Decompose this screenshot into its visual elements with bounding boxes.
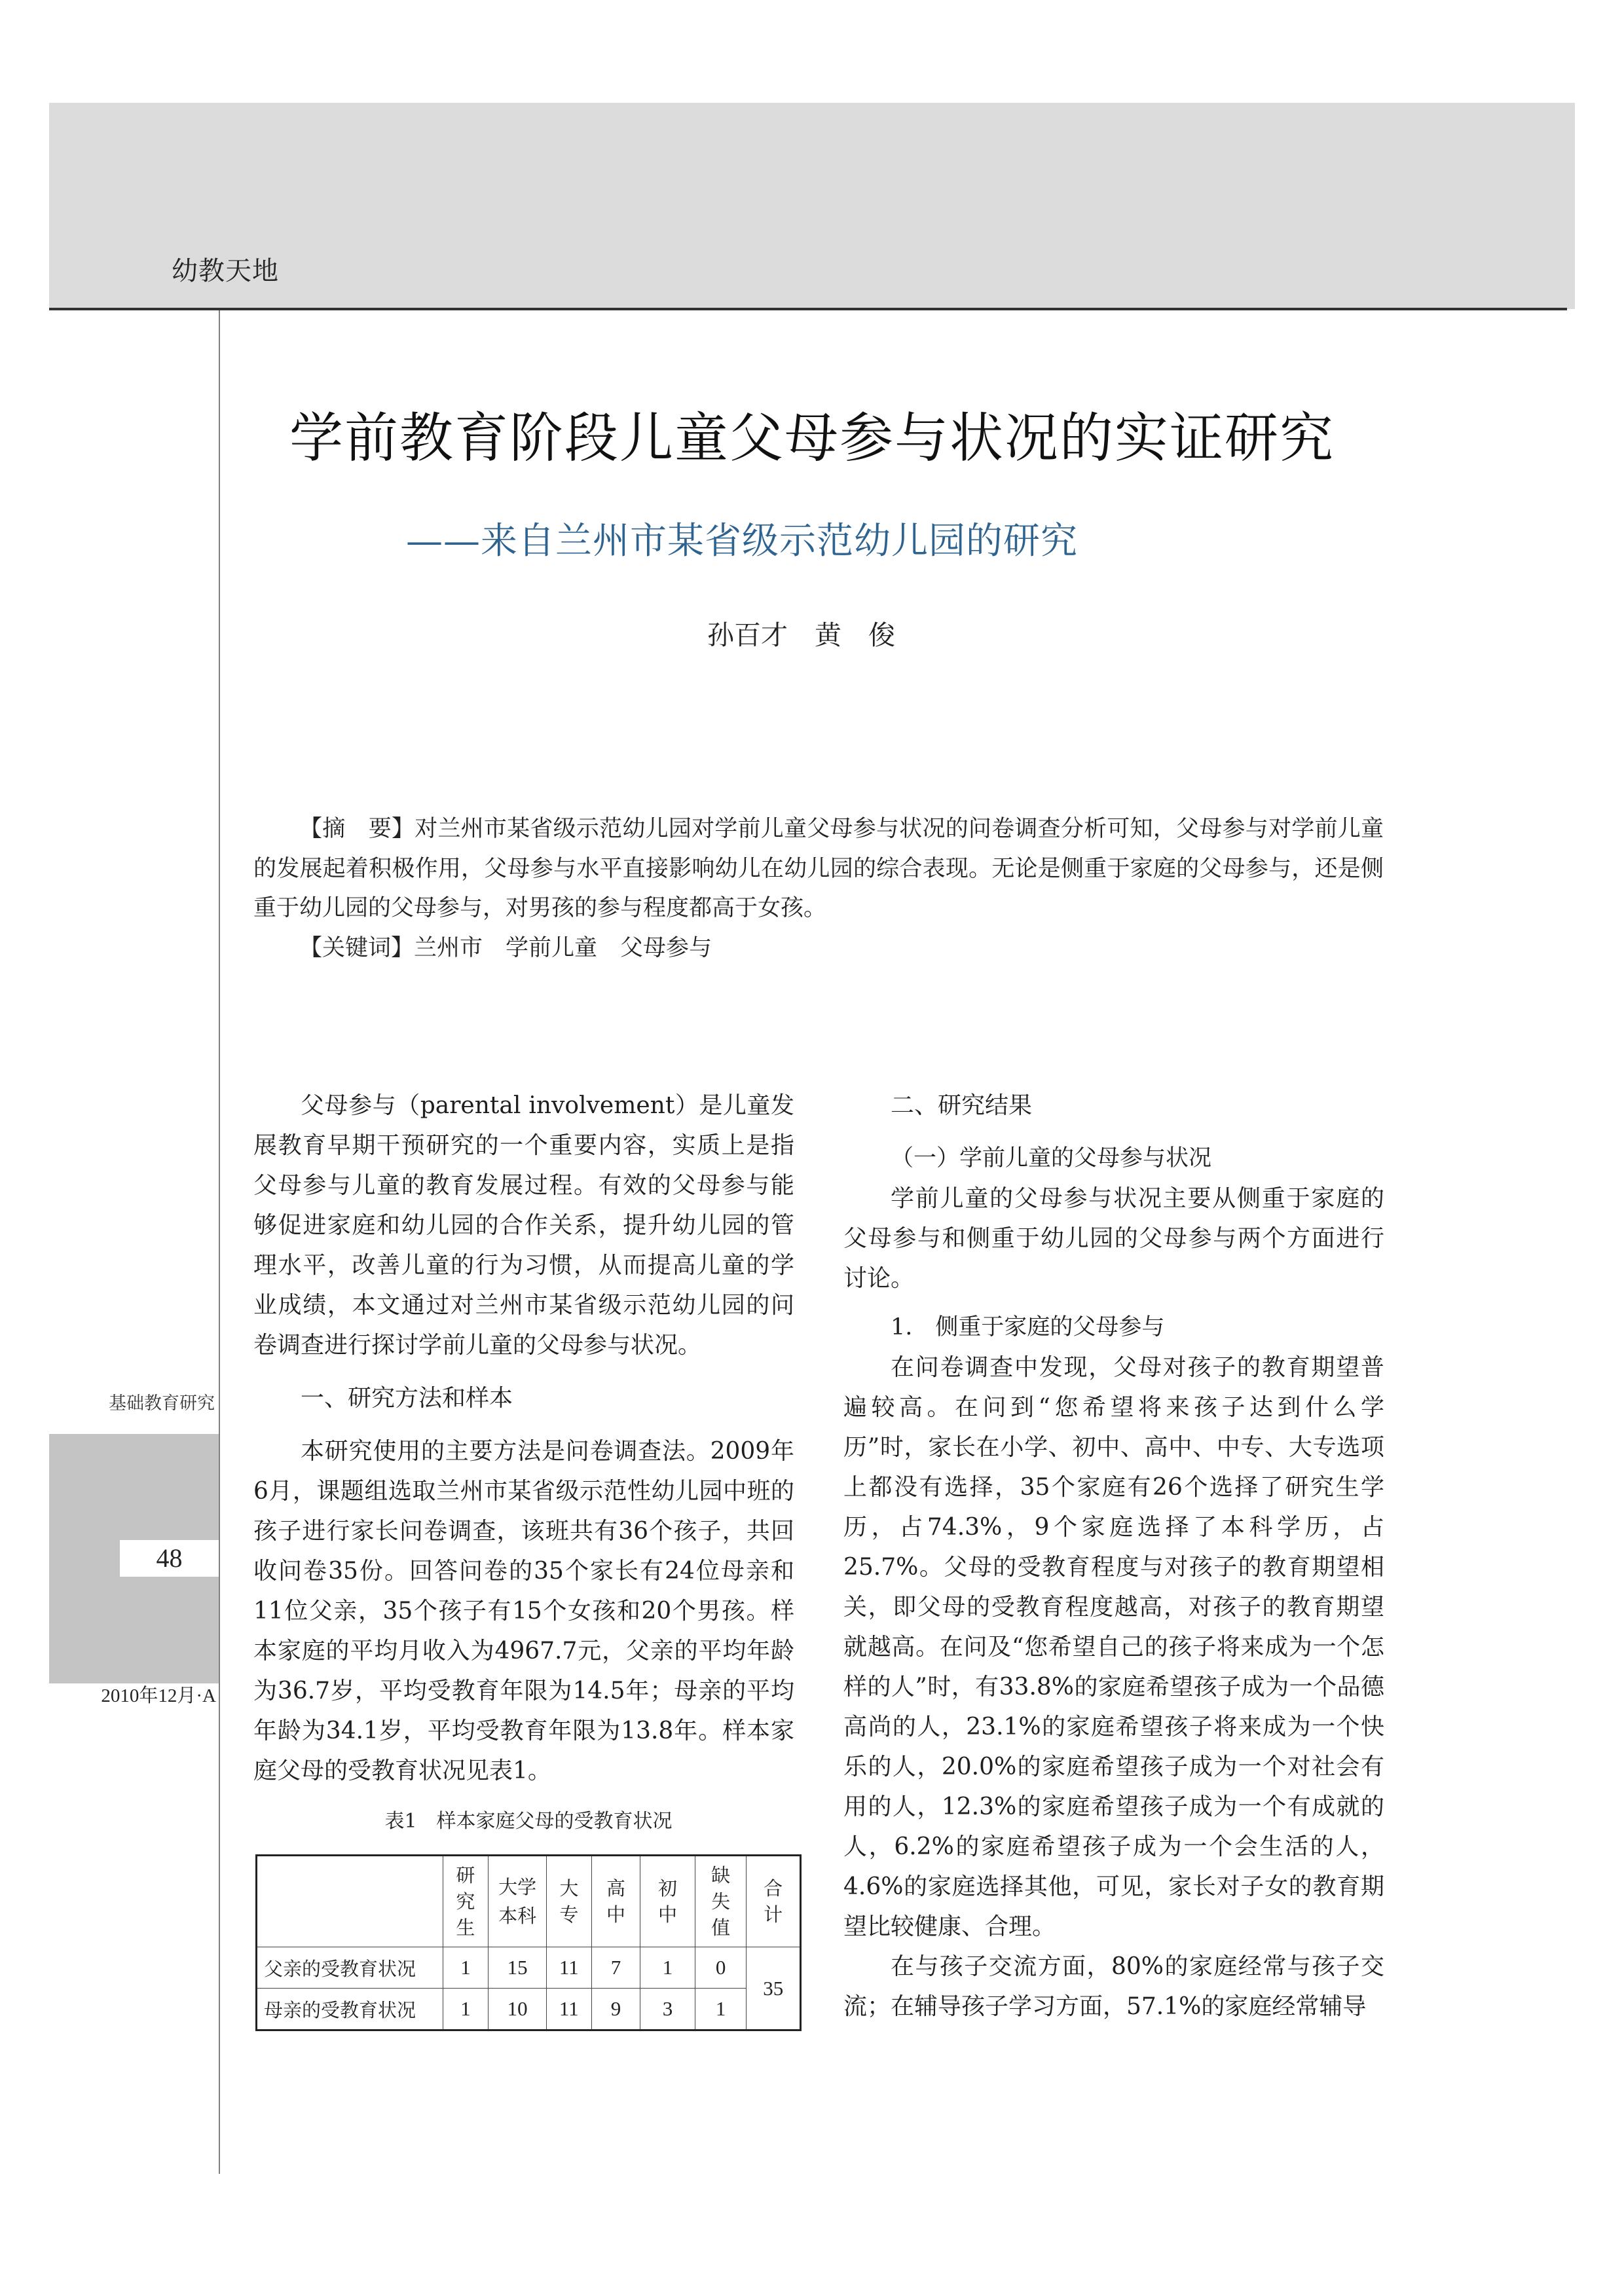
subsection-heading: （一）学前儿童的父母参与状况 [891, 1145, 1212, 1171]
table-cell: 10 [489, 1989, 547, 2030]
column-header: 缺失值 [695, 1856, 747, 1947]
intro-paragraph: 父母参与（parental involvement）是儿童发展教育早期干预研究的一个重要内容，实质上是指父母参与儿童的教育发展过程。有效的父母参与能够促进家庭和幼儿园的合作关系，提升幼儿园的管理水平，改善儿童的行为习惯，从而提高儿童的学业成绩，本文通过对兰州市某省级示范幼儿园的问卷调查进行探讨学前儿童的父母参与状况。 [253, 1092, 794, 1359]
table-cell: 0 [695, 1947, 747, 1989]
page-number: 48 [156, 1543, 183, 1573]
abstract [253, 809, 1384, 928]
table-corner-cell [257, 1856, 443, 1947]
running-head: 幼教天地 [172, 256, 279, 286]
table-cell: 1 [443, 1989, 489, 2030]
abstract-label: 【摘 要】 [299, 816, 415, 842]
table-cell: 11 [547, 1947, 592, 1989]
article-title: 学前教育阶段儿童父母参与状况的实证研究 [289, 407, 1335, 469]
journal-name: 基础教育研究 [109, 1393, 215, 1414]
table-row [257, 1989, 801, 2030]
gutter-divider [219, 310, 220, 2174]
body-column-left [253, 1086, 794, 1791]
column-header: 初中 [640, 1856, 695, 1947]
keywords-text: 兰州市 学前儿童 父母参与 [414, 935, 712, 961]
issue-date: 2010年12月·A [101, 1685, 216, 1706]
item-heading: 1. 侧重于家庭的父母参与 [891, 1314, 1165, 1340]
body-column-right [843, 1086, 1384, 2027]
section-heading-methods: 一、研究方法和样本 [301, 1385, 513, 1412]
keywords [253, 928, 1384, 968]
table-cell: 7 [591, 1947, 640, 1989]
table-caption: 表1 样本家庭父母的受教育状况 [384, 1810, 673, 1833]
row-label: 父亲的受教育状况 [257, 1947, 443, 1989]
methods-paragraph: 本研究使用的主要方法是问卷调查法。2009年6月，课题组选取兰州市某省级示范性幼儿园中班的孩子进行家长问卷调查，该班共有36个孩子，共回收问卷35份。回答问卷的35个家长有24位母亲和11位父亲，35个孩子有15个女孩和20个男孩。样本家庭的平均月收入为4967.7元，父亲的平均年龄为36.7岁，平均受教育年限为14.5年；母亲的平均年龄为34.1岁，平均受教育年限为13.8年。样本家庭父母的受教育状况见表1。 [253, 1438, 794, 1784]
abstract-text: 对兰州市某省级示范幼儿园对学前儿童父母参与状况的问卷调查分析可知，父母参与对学前儿童的发展起着积极作用，父母参与水平直接影响幼儿在幼儿园的综合表现。无论是侧重于家庭的父母参与，还是侧重于幼儿园的父母参与，对男孩的参与程度都高于女孩。 [253, 816, 1384, 921]
table-cell: 9 [591, 1989, 640, 2030]
article-authors: 孙百才 黄 俊 [707, 619, 895, 651]
subsection-paragraph: 学前儿童的父母参与状况主要从侧重于家庭的父母参与和侧重于幼儿园的父母参与两个方面进行讨论。 [843, 1185, 1384, 1292]
section-heading-results: 二、研究结果 [891, 1092, 1033, 1119]
column-header: 研究生 [443, 1856, 489, 1947]
row-label: 母亲的受教育状况 [257, 1989, 443, 2030]
article-subtitle: ——来自兰州市某省级示范幼儿园的研究 [406, 520, 1078, 562]
table-total-cell: 35 [747, 1947, 801, 2030]
table-cell: 1 [695, 1989, 747, 2030]
column-header: 大专 [547, 1856, 592, 1947]
results-paragraph: 在问卷调查中发现，父母对孩子的教育期望普遍较高。在问到“您希望将来孩子达到什么学历”时，家长在小学、初中、高中、中专、大专选项上都没有选择，35个家庭有26个选择了研究生学历，占74.3%，9个家庭选择了本科学历，占25.7%。父母的受教育程度与对孩子的教育期望相关，即父母的受教育程度越高，对孩子的教育期望就越高。在问及“您希望自己的孩子将来成为一个怎样的人”时，有33.8%的家庭希望孩子成为一个品德高尚的人，23.1%的家庭希望孩子将来成为一个快乐的人，20.0%的家庭希望孩子成为一个对社会有用的人，12.3%的家庭希望孩子成为一个有成就的人，6.2%的家庭希望孩子成为一个会生活的人，4.6%的家庭选择其他，可见，家长对子女的教育期望比较健康、合理。 [843, 1354, 1384, 1940]
table-cell: 11 [547, 1989, 592, 2030]
table-cell: 1 [640, 1947, 695, 1989]
column-header: 大学本科 [489, 1856, 547, 1947]
column-header: 合计 [747, 1856, 801, 1947]
keywords-label: 【关键词】 [299, 935, 415, 961]
table-cell: 3 [640, 1989, 695, 2030]
column-header: 高中 [591, 1856, 640, 1947]
page-number-box [120, 1540, 219, 1577]
table-cell: 15 [489, 1947, 547, 1989]
results-paragraph-continued: 在与孩子交流方面，80%的家庭经常与孩子交流；在辅导孩子学习方面，57.1%的家庭经常辅导 [843, 1953, 1384, 2020]
table-cell: 1 [443, 1947, 489, 1989]
table-row [257, 1947, 801, 1989]
header-rule [49, 308, 1567, 310]
education-table [255, 1854, 802, 2031]
table-header-row [257, 1856, 801, 1947]
